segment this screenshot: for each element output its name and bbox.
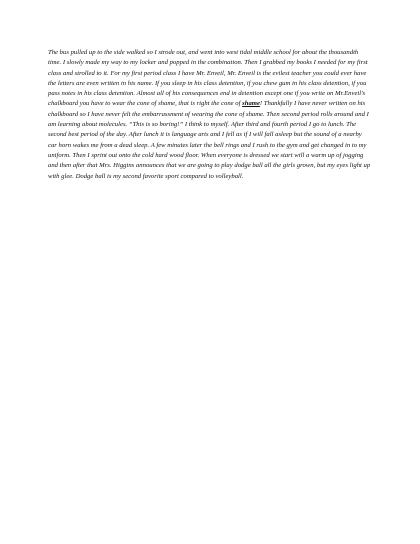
paragraph-text-part1: The bus pulled up to the side walked so I strode out, and went into west tidal middle school for about the thousandth time. I slowly made my way to my locker and popped in the combination. Then I grabbed my books I needed for my first class and strolled to it. For my first period class I have Mr. Enveil, Mr. Enveil is the evilest teacher you could ever have the letters are even written in his name. If you sleep in his class detention, if you chew gum in his class detention, if you pass notes in his class detention. Almost all of his consequences end in detention except one if you write on Mr.Enveil's chalkboard you have to wear the cone of shame, that is right the cone of — [48, 49, 368, 108]
story-paragraph — [48, 48, 372, 182]
emphasized-word-shame: shame — [242, 100, 260, 108]
paragraph-text-part2: ! Thankfully I have never written on his chalkboard so I have never felt the embarrassment of wearing the cone of shame. Then second period rolls around and I am learning about molecules. “This is so boring!” I think to myself. After third and fourth period I go to lunch. The second best period of the day. After lunch it is language arts and I fell as if I will fall asleep but the sound of a nearby car horn wakes me from a dead sleep. A few minutes later the bell rings and I rush to the gym and get changed in to my uniform. Then I sprint out onto the cold hard wood floor. When everyone is dressed we start will a warm up of jogging and then after that Mrs. Higgins announces that we are going to play dodge ball all the girls grown, but my eyes light up with glee. Dodge ball is my second favorite sport compared to volleyball. — [48, 100, 371, 180]
